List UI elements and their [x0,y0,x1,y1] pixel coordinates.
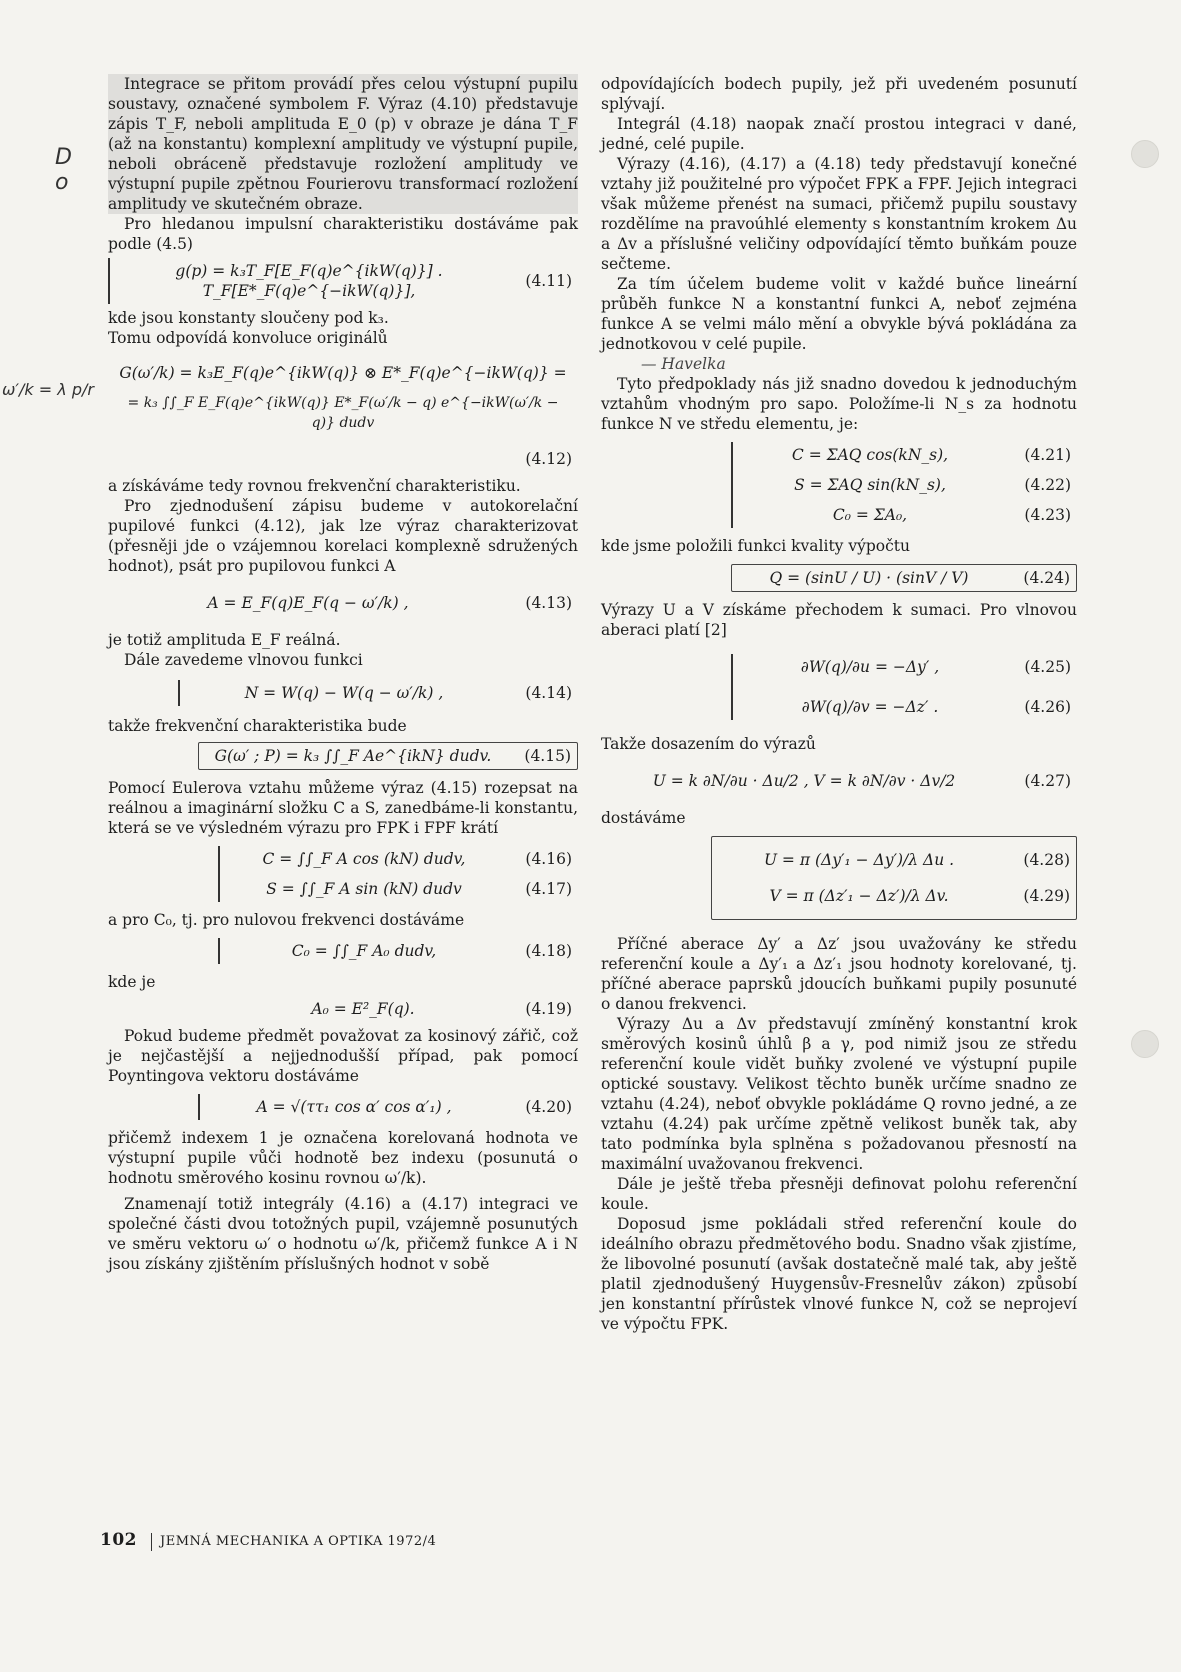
paragraph: Pokud budeme předmět považovat za kosinový zářič, což je nejčastější a nejjednodušší případ, pak pomocí Poyntingova vektoru dostáváme [108,1027,578,1085]
margin-handwriting-mark: D o [55,145,72,195]
paragraph: Doposud jsme pokládali střed referenční koule do ideálního obrazu předmětového bodu. Snadno však zjistíme, že libovolné posunutí (avšak dostatečně malé tak, aby ještě platil zjednodušený Huygensův-Fresnelův zákon) způsobí jen konstantní přírůstek vlnové funkce N, což se neprojeví ve výpočtu FPK. [601,1215,1077,1333]
paragraph: Znamenají totiž integrály (4.16) a (4.17) integraci ve společné části dvou totožných pupil, vzájemně posunutých ve směru vektoru ω′ o hodnotu ω′/k, přičemž funkce A i N jsou získány zjištěním příslušných hodnot v sobě [108,1195,578,1273]
paragraph: kde jsou konstanty sloučeny pod k₃. [108,309,389,327]
equation-4-13: A = E_F(q)E_F(q − ω′/k) , (4.13) [207,594,572,612]
equation-4-14: N = W(q) − W(q − ω′/k) , (4.14) [178,680,578,706]
paragraph: Výrazy (4.16), (4.17) a (4.18) tedy představují konečné vztahy již použitelné pro výpočet FPK a FPF. Jejich integraci však můžeme přenést na sumaci, přičemž pupilu soustavy rozdělíme na pravoúhlé elementy s konstantním krokem Δu a Δv a příslušné veličiny odpovídající těmto buňkám pouze sečteme. [601,155,1077,273]
equation-4-12-number: (4.12) [525,450,572,468]
paragraph: je totiž amplituda E_F reálná. [108,631,341,649]
equation-4-23: C₀ = ΣA₀, (4.23) [832,506,1071,524]
equation-4-25: ∂W(q)/∂u = −Δy′ , (4.25) [800,658,1071,676]
page-number: 102 [100,1530,137,1550]
punch-hole-bottom [1131,1030,1159,1058]
handwritten-signature: — Havelka [641,355,726,373]
paragraph: a získáváme tedy rovnou frekvenční charakteristiku. [108,477,521,495]
paragraph: Takže dosazením do výrazů [601,735,816,753]
equation-4-28: U = π (Δy′₁ − Δy′)/λ Δu . (4.28) [763,851,1070,869]
page-footer [100,1530,436,1551]
paragraph: Integrál (4.18) naopak značí prostou integraci v dané, jedné, celé pupile. [601,115,1077,153]
paragraph: Pro hledanou impulsní charakteristiku dostáváme pak podle (4.5) [108,215,578,253]
equation-4-11: g(p) = k₃T_F[E_F(q)e^{ikW(q)}] . T_F[E*_F(q)e^{−ikW(q)}], (4.11) [108,258,578,304]
paragraph: Příčné aberace Δy′ a Δz′ jsou uvažovány ke středu referenční koule a Δy′₁ a Δz′₁ jsou hodnoty korelované, tj. příčné aberace paprsků jdoucích buňkami pupily posunuté o danou frekvenci. [601,935,1077,1013]
paragraph: odpovídajících bodech pupily, jež při uvedeném posunutí splývají. [601,75,1077,113]
equation-4-15: G(ω′ ; P) = k₃ ∫∫_F Ae^{ikN} dudv. (4.15) [198,742,578,770]
paragraph: Tomu odpovídá konvoluce originálů [108,329,388,347]
paragraph: Tyto předpoklady nás již snadno dovedou k jednoduchým vztahům vhodným pro sapo. Položíme-li N_s za hodnotu funkce N ve středu elementu, je: [601,375,1077,433]
paragraph: Pomocí Eulerova vztahu můžeme výraz (4.15) rozepsat na reálnou a imaginární složku C a S, zanedbáme-li konstantu, která se ve výsledném výrazu pro FPK i FPF krátí [108,779,578,837]
margin-handwriting-formula: ω′/k = λ p/r [2,380,94,399]
equations-4-21-4-23 [731,442,1077,528]
equation-4-16: C = ∫∫_F A cos (kN) dudv, (4.16) [262,850,572,868]
paragraph: kde je [108,973,156,991]
equation-4-19: A₀ = E²_F(q). (4.19) [311,1000,572,1018]
equation-4-24: Q = (sinU / U) · (sinV / V) (4.24) [731,564,1077,592]
paragraph: Výrazy U a V získáme přechodem k sumaci. Pro vlnovou aberaci platí [2] [601,601,1077,639]
paragraph: Dále je ještě třeba přesněji definovat polohu referenční koule. [601,1175,1077,1213]
paragraph: Integrace se přitom provádí přes celou výstupní pupilu soustavy, označené symbolem F. Výraz (4.10) představuje zápis T_F, neboli amplituda E_0 (p) v obraze je dána T_F (až na konstantu) komplexní amplitudy ve výstupní pupile, neboli obráceně představuje rozložení amplitudy ve výstupní pupile zpětnou Fourierovu transformací rozložení amplitudy ve skutečném obraze. [108,75,578,213]
equation-4-18: C₀ = ∫∫_F A₀ dudv, (4.18) [218,938,578,964]
paragraph: Za tím účelem budeme volit v každé buňce lineární průběh funkce N a konstantní funkci A, neboť zejména funkce A se velmi málo mění a obvykle bývá pokládána za jednotkovou v celé pupile. [601,275,1077,353]
equations-4-28-4-29 [711,836,1077,920]
paragraph: kde jsme položili funkci kvality výpočtu [601,537,911,555]
signature-line [601,354,1077,374]
equation-4-17: S = ∫∫_F A sin (kN) dudv (4.17) [266,880,572,898]
equation-4-20: A = √(ττ₁ cos α′ cos α′₁) , (4.20) [198,1094,578,1120]
paragraph: a pro C₀, tj. pro nulovou frekvenci dostáváme [108,911,465,929]
paragraph: Výrazy Δu a Δv představují zmíněný konstantní krok směrových kosinů úhlů β a γ, pod nimiž jsou ze středu referenční koule vidět buňky zvolené ve výstupní pupile optické soustavy. Velikost těchto buněk určíme snadno ze vztahu (4.24), neboť obvykle pokládáme Q rovno jedné, a ze vztahu (4.24) pak určíme zpětně velikost buněk tak, aby tato podmínka byla splněna s požadovanou přesností na maximální uvažovanou frekvenci. [601,1015,1077,1173]
paragraph: přičemž indexem 1 je označena korelovaná hodnota ve výstupní pupile vůči hodnotě bez indexu (posunutá o hodnotu směrového kosinu rovnou ω′/k). [108,1129,578,1187]
equations-4-16-4-17 [218,846,578,902]
equation-4-12-line1: G(ω′/k) = k₃E_F(q)e^{ikW(q)} ⊗ E*_F(q)e^{−ikW(q)} = [119,364,567,382]
left-column [108,74,578,1274]
equation-4-12-line2: = k₃ ∫∫_F E_F(q)e^{ikW(q)} E*_F(ω′/k − q) e^{−ikW(ω′/k − q)} dudv [127,395,559,431]
right-column [601,74,1077,1334]
paragraph: dostáváme [601,809,686,827]
equations-4-25-4-26 [731,654,1077,720]
footer-divider [151,1533,152,1551]
equation-4-29: V = π (Δz′₁ − Δz′)/λ Δv. (4.29) [769,887,1070,905]
paragraph: Pro zjednodušení zápisu budeme v autokorelační pupilové funkci (4.12), jak lze výraz charakterizovat (přesněji jde o vzájemnou korelaci komplexně sdružených hodnot), psát pro pupilovou funkci A [108,497,578,575]
paragraph: Dále zavedeme vlnovou funkci [124,651,363,669]
equation-4-21: C = ΣAQ cos(kN_s), (4.21) [791,446,1071,464]
punch-hole-top [1131,140,1159,168]
journal-name: JEMNÁ MECHANIKA A OPTIKA 1972/4 [160,1534,437,1549]
equation-4-26: ∂W(q)/∂v = −Δz′ . (4.26) [801,698,1071,716]
equation-4-22: S = ΣAQ sin(kN_s), (4.22) [794,476,1071,494]
paragraph: takže frekvenční charakteristika bude [108,717,407,735]
equation-4-27: U = k ∂N/∂u · Δu/2 , V = k ∂N/∂v · Δv/2 (4.27) [652,772,1071,790]
